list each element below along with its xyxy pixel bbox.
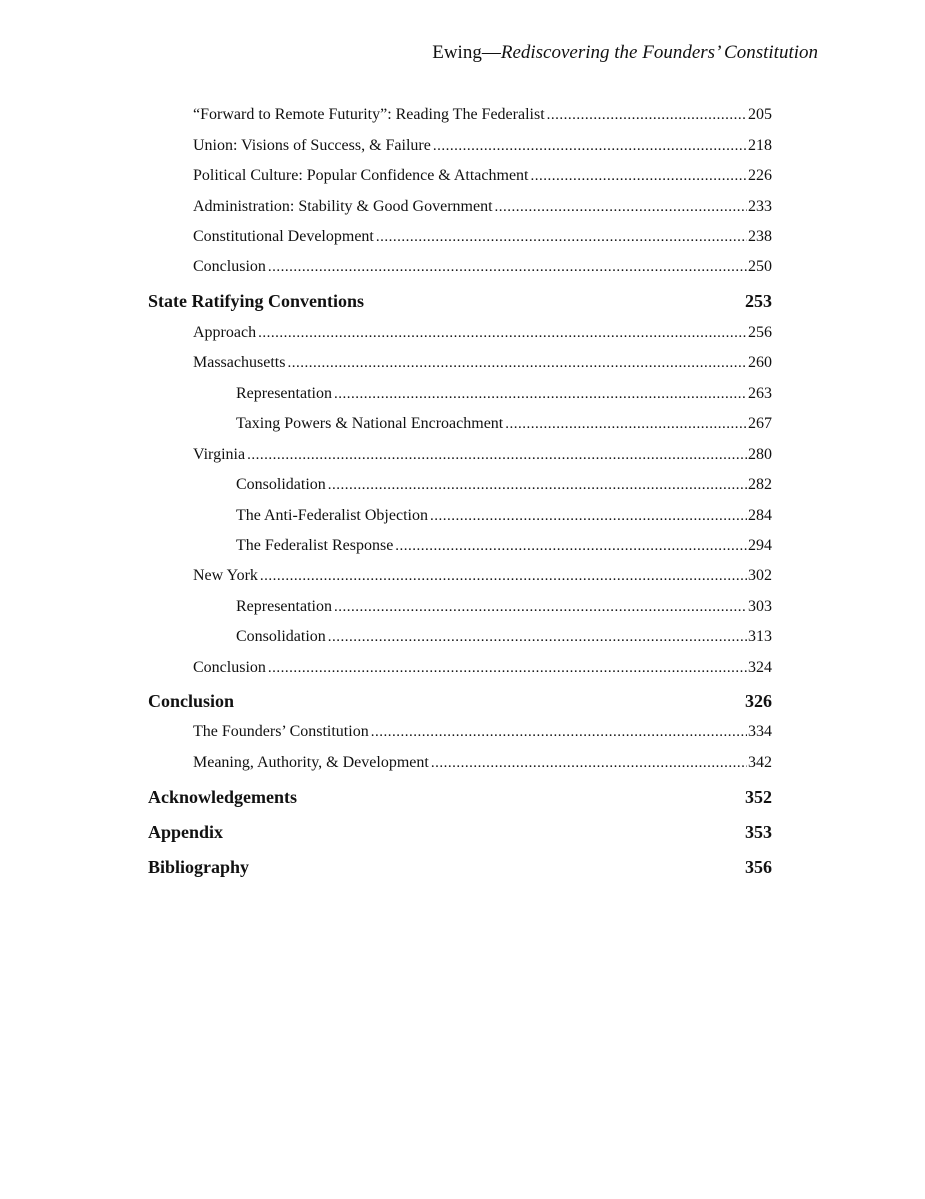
toc-entry-page: 256	[748, 324, 772, 341]
toc-chapter-page: 253	[745, 291, 772, 311]
dot-leader	[531, 165, 748, 187]
toc-entry[interactable]	[193, 721, 772, 743]
dot-leader	[433, 135, 747, 157]
toc-entry[interactable]	[193, 226, 772, 248]
toc-entry-page: 334	[748, 723, 772, 740]
toc-entry-label: The Founders’ Constitution	[193, 723, 369, 740]
toc-entry-label: “Forward to Remote Futurity”: Reading The Federalist	[193, 106, 545, 123]
toc-entry-page: 260	[748, 354, 772, 371]
toc-entry-label: The Federalist Response	[236, 537, 394, 554]
toc-chapter-label: Conclusion	[148, 691, 235, 711]
toc-subentry[interactable]	[236, 413, 772, 435]
dot-leader	[328, 474, 747, 496]
toc-entry-label: Representation	[236, 598, 332, 615]
toc-chapter-page: 326	[745, 691, 772, 711]
dot-leader	[268, 256, 747, 278]
toc-chapter[interactable]	[148, 785, 772, 809]
dot-leader	[260, 565, 747, 587]
toc-entry-label: Constitutional Development	[193, 228, 374, 245]
toc-subentry[interactable]	[236, 383, 772, 405]
dot-leader	[334, 596, 747, 618]
toc-entry-page: 226	[748, 167, 772, 184]
toc-entry-page: 250	[748, 258, 772, 275]
toc-subentry[interactable]	[236, 626, 772, 648]
toc-entry-page: 205	[748, 106, 772, 123]
dot-leader	[268, 657, 747, 679]
dot-leader	[395, 535, 747, 557]
toc-entry-page: 233	[748, 198, 772, 215]
toc-chapter-page: 352	[745, 787, 772, 807]
toc-entry-label: Approach	[193, 324, 257, 341]
toc-entry-page: 263	[748, 385, 772, 402]
toc-entry[interactable]	[193, 752, 772, 774]
toc-chapter-label: Bibliography	[148, 857, 250, 877]
dot-leader	[547, 104, 747, 126]
dot-leader	[376, 226, 747, 248]
dot-leader	[328, 626, 747, 648]
toc-chapter-label: State Ratifying Conventions	[148, 291, 365, 311]
dot-leader	[430, 505, 747, 527]
dot-leader	[505, 413, 747, 435]
toc-entry-page: 313	[748, 628, 772, 645]
toc-entry-label: The Anti-Federalist Objection	[236, 507, 428, 524]
toc-entry-label: New York	[193, 567, 258, 584]
toc-entry[interactable]	[193, 196, 772, 218]
toc-entry-page: 267	[748, 415, 772, 432]
toc-chapter[interactable]	[148, 820, 772, 844]
toc-entry-label: Meaning, Authority, & Development	[193, 754, 429, 771]
toc-entry-page: 342	[748, 754, 772, 771]
toc-entry-label: Representation	[236, 385, 332, 402]
toc-chapter[interactable]	[148, 855, 772, 879]
toc-entry-page: 238	[748, 228, 772, 245]
running-header	[432, 41, 818, 65]
toc-entry-page: 294	[748, 537, 772, 554]
dot-leader	[334, 383, 747, 405]
toc-entry[interactable]	[193, 322, 772, 344]
toc-entry-label: Taxing Powers & National Encroachment	[236, 415, 504, 432]
toc-entry-page: 282	[748, 476, 772, 493]
toc-entry[interactable]	[193, 104, 772, 126]
toc-entry[interactable]	[193, 256, 772, 278]
toc-subentry[interactable]	[236, 505, 772, 527]
toc-entry-page: 284	[748, 507, 772, 524]
toc-chapter[interactable]	[148, 689, 772, 713]
toc-subentry[interactable]	[236, 596, 772, 618]
toc-entry[interactable]	[193, 657, 772, 679]
toc-entry-page: 218	[748, 137, 772, 154]
toc-entry[interactable]	[193, 165, 772, 187]
dot-leader	[287, 352, 747, 374]
toc-entry-page: 280	[748, 446, 772, 463]
toc-subentry[interactable]	[236, 535, 772, 557]
toc-chapter-page: 356	[745, 857, 772, 877]
toc-chapter[interactable]	[148, 289, 772, 313]
dot-leader	[371, 721, 747, 743]
header-title: Rediscovering the Founders’ Constitution	[500, 42, 818, 63]
toc-entry[interactable]	[193, 135, 772, 157]
toc-entry-label: Conclusion	[193, 258, 266, 275]
toc-entry[interactable]	[193, 444, 772, 466]
toc-entry-page: 303	[748, 598, 772, 615]
toc-subentry[interactable]	[236, 474, 772, 496]
toc-entry-label: Virginia	[193, 446, 246, 463]
toc-entry-page: 302	[748, 567, 772, 584]
toc-entry-label: Consolidation	[236, 628, 326, 645]
header-author: Ewing—	[432, 42, 501, 63]
toc-chapter-page: 353	[745, 822, 772, 842]
toc-chapter-label: Acknowledgements	[148, 787, 297, 807]
dot-leader	[495, 196, 747, 218]
dot-leader	[431, 752, 747, 774]
toc-entry-label: Administration: Stability & Good Government	[193, 198, 493, 215]
dot-leader	[258, 322, 747, 344]
toc-entry-label: Political Culture: Popular Confidence & Attachment	[193, 167, 529, 184]
toc-chapter-label: Appendix	[148, 822, 224, 842]
toc-entry[interactable]	[193, 565, 772, 587]
toc-entry-page: 324	[748, 659, 772, 676]
toc-entry-label: Conclusion	[193, 659, 266, 676]
toc-entry[interactable]	[193, 352, 772, 374]
toc-entry-label: Consolidation	[236, 476, 326, 493]
toc-entry-label: Union: Visions of Success, & Failure	[193, 137, 431, 154]
dot-leader	[247, 444, 747, 466]
toc-entry-label: Massachusetts	[193, 354, 286, 371]
